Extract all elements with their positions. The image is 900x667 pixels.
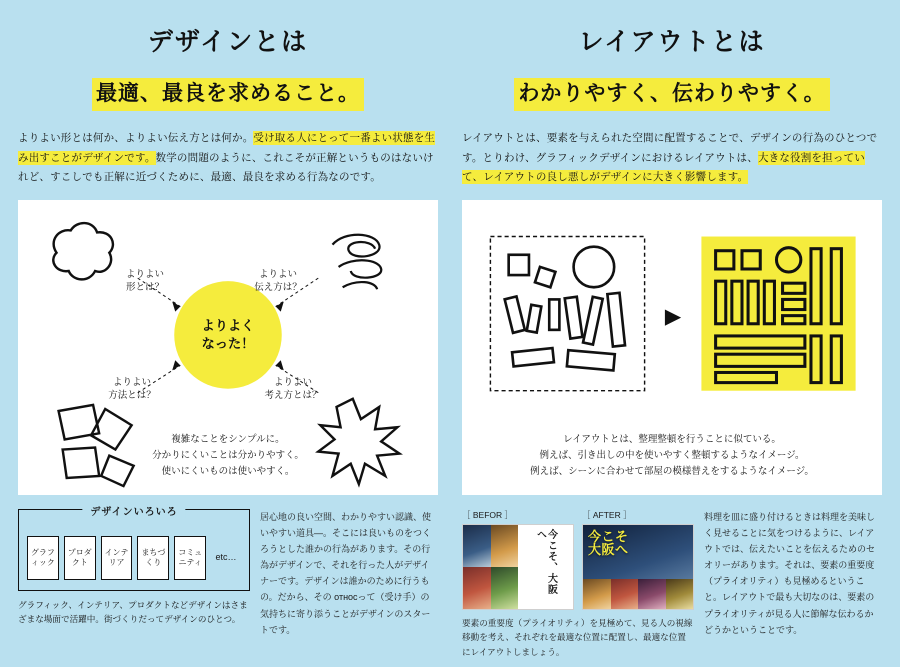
left-diagram-caption: 複雑なことをシンプルに。 分かりにくいことは分かりやすく。 使いにくいものは使いやすく。 [152, 434, 304, 478]
left-lead-highlight: 最適、最良を求めること。 [92, 78, 364, 111]
left-diagram-card [18, 200, 438, 495]
left-body-part1: よりよい形とは何か、よりよい伝え方とは何か。 [18, 132, 254, 145]
before-shapes [505, 246, 625, 370]
thumb-photo [463, 525, 491, 567]
right-diagram-caption: レイアウトとは、整理整頓を行うことに似ている。 例えば、引き出しの中を使いやすく整頓するようなイメージ。 例えば、シーンに合わせて部屋の模様替えをするようなイメージ。 [530, 434, 814, 478]
before-vertical-title: 今こそ、大阪へ [534, 528, 557, 595]
design-variety-chips [27, 536, 241, 580]
left-page-title: デザインとは [147, 28, 309, 56]
right-page-title: レイアウトとは [578, 28, 766, 56]
left-body-part2: 数学の問題のように、これこそが正解というものはないけれど、すこしでも正解に近づくために、最適、最良を求める行為なのです。 [18, 151, 434, 184]
right-diagram-card [462, 200, 882, 495]
arrow-icon [665, 309, 681, 325]
after-thumbnail [582, 524, 694, 610]
before-photo-grid [463, 525, 518, 609]
right-side-text: 料理を皿に盛り付けるときは料理を美味しく見せることに気をつけるように、レイアウトでは、伝えたいことを伝えるためのセオリーがあります。それは、要素の重要度（プライオリティ）も見極めるということ。レイアウトで最も大切なのは、要素のプライオリティが見る人に節解な伝わるかどうかということです。 [704, 511, 876, 635]
variety-chip-etc: etc… [215, 551, 237, 562]
shape-scribble [332, 234, 381, 289]
design-variety-title: デザインいろいろ [82, 503, 185, 518]
after-hero-photo [583, 525, 693, 609]
thumb-photo [463, 567, 491, 609]
diagram-label-3: よりよい 考え方とは？ [264, 376, 322, 402]
thumb-photo [491, 567, 519, 609]
left-side-text: 居心地の良い空間、わかりやすい認識、使いやすい道具—。そこには良いものをつくろうとした誰かの行為があります。その行為がデザインで、それを行った人がデザイナーです。デザインは誰かのために行うもの。だから、その относって（受け手）の気持ちに寄り添うことがデザインのスタートです。 [260, 511, 432, 635]
diagram-label-1: よりよい 伝え方は？ [254, 268, 302, 294]
compare-row [462, 509, 694, 610]
diagram-center-circle [174, 281, 282, 389]
diagram-label-2: よりよい 方法とは？ [108, 376, 156, 402]
before-text-half [518, 525, 573, 609]
right-body-highlight: 大きな役割を担っていて、レイアウトの良し悪しがデザインに大きく影響します。 [462, 151, 865, 184]
svg-text:よりよく: よりよく [201, 317, 255, 333]
variety-chip: プロダクト [64, 536, 96, 580]
after-title-text: 今こそ 大阪へ [588, 528, 629, 558]
after-block [582, 509, 694, 610]
shape-blob [53, 223, 113, 279]
left-bottom-row [18, 506, 438, 639]
right-body-text [462, 129, 882, 187]
compare-caption: 要素の重要度（プライオリティ）を見極めて、見る人の視線移動を考え、それぞれを最適な位置に配置し、最適な位置にレイアウトしましょう。 [462, 617, 693, 657]
left-body-highlight: 受け取る人にとって一番よい状態を生み出すことがデザインです。 [18, 132, 436, 164]
left-body-text [18, 129, 438, 187]
right-body-part1: レイアウトとは、要素を与えられた空間に配置することで、デザインの行為のひとつです。とりわけ、グラフィックデザインにおけるレイアウトは、 [462, 132, 878, 164]
variety-chip: コミュニティ [174, 536, 206, 580]
right-bottom-row [462, 509, 882, 660]
variety-chip: グラフィック [27, 536, 59, 580]
svg-text:なった！: なった！ [201, 335, 255, 351]
variety-chip: インテリア [101, 536, 133, 580]
left-lead-wrap [18, 78, 438, 111]
right-lead-wrap [462, 78, 882, 111]
before-after-compare [462, 509, 694, 660]
after-label: ［ AFTER ］ [582, 509, 632, 520]
before-label: ［ BEFOR ］ [462, 509, 514, 520]
variety-chip: まちづくり [137, 536, 169, 580]
right-column [450, 0, 900, 667]
design-variety-caption: グラフィック、インテリア、プロダクトなどデザインはさまざまな場面で活躍中。街づくりだってデザインのひとつ。 [18, 599, 248, 625]
design-variety-box [18, 506, 250, 591]
right-lead-highlight: わかりやすく、伝わりやすく。 [514, 78, 829, 111]
before-thumbnail [462, 524, 574, 610]
diagram-label-0: よりよい 形とは？ [125, 268, 164, 294]
thumb-photo [491, 525, 519, 567]
before-block [462, 509, 574, 610]
after-photo-strip [583, 579, 693, 609]
